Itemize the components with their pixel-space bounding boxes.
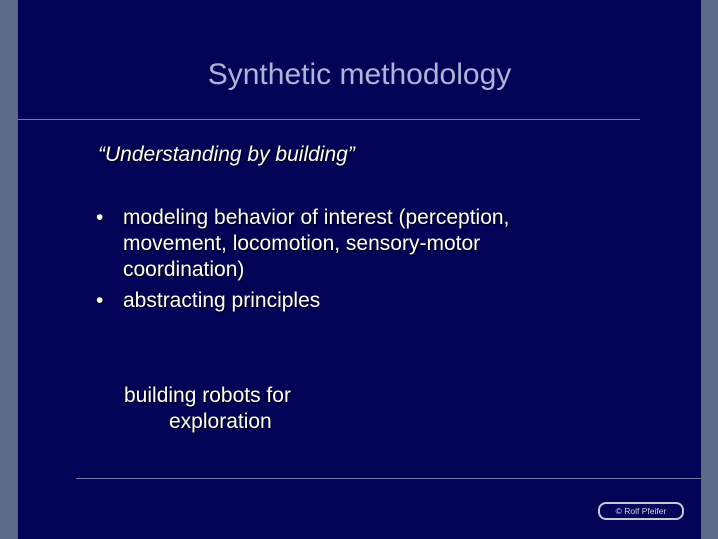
conclusion-text bbox=[124, 383, 384, 435]
conclusion-line-1: building robots for bbox=[124, 384, 291, 407]
copyright-badge: © Rolf Pfeifer bbox=[598, 502, 684, 520]
slide-title: Synthetic methodology bbox=[207, 58, 512, 91]
bullet-item-modeling bbox=[96, 205, 596, 283]
title-divider bbox=[18, 119, 640, 120]
bullet-list bbox=[96, 205, 596, 319]
bullet-text: abstracting principles bbox=[123, 289, 321, 312]
bullet-marker: • bbox=[96, 206, 104, 229]
bullet-item-abstracting bbox=[96, 288, 596, 314]
bullet-marker: • bbox=[96, 289, 104, 312]
slide bbox=[18, 0, 701, 539]
conclusion-line-2: exploration bbox=[169, 410, 272, 433]
bullet-text: modeling behavior of interest (perception, movement, locomotion, sensory-motor coordination) bbox=[123, 206, 510, 281]
slide-subtitle: “Understanding by building” bbox=[98, 143, 355, 166]
footer-divider bbox=[76, 478, 701, 479]
